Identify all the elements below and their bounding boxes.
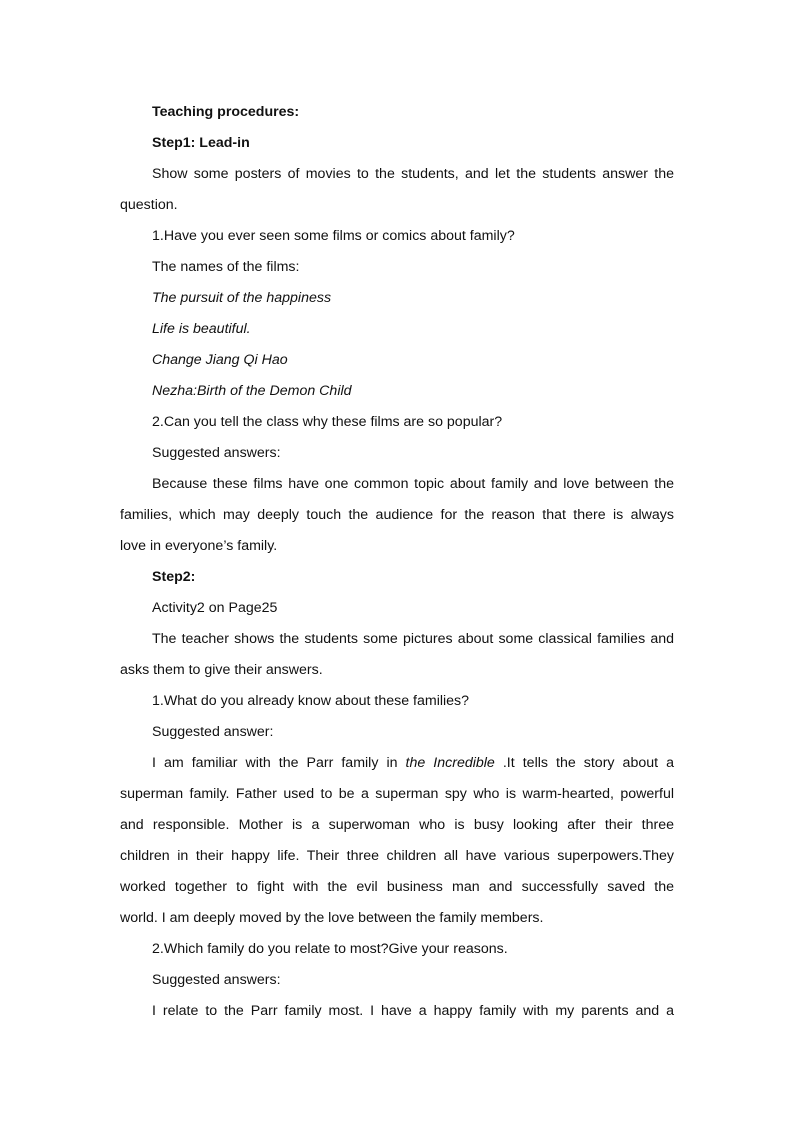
film-title: Change Jiang Qi Hao [152,352,288,368]
step2-answer-line: superman family. Father used to be a superman spy who is warm-hearted, powerful [120,786,674,802]
step2-answer-line: and responsible. Mother is a superwoman who is busy looking after their three [120,817,674,833]
film-title: The pursuit of the happiness [152,290,332,306]
film-title-incredible: the Incredible [405,755,495,771]
answer-text-post: .It tells the story about a [494,755,674,771]
step1-question2: 2.Can you tell the class why these films are so popular? [152,414,503,430]
step1-question1: 1.Have you ever seen some films or comics about family? [152,228,515,244]
step1-answer-line: love in everyone’s family. [120,538,278,554]
step2-intro-line2: asks them to give their answers. [120,662,323,678]
step1-intro-line2: question. [120,197,178,213]
step1-title: Step1: Lead-in [152,135,250,151]
step1-answer-line: Because these films have one common topic about family and love between the [152,476,674,492]
answer-text-pre: I am familiar with the Parr family in [152,755,406,771]
step2-answer-line-first [120,748,674,779]
step2-answers-label: Suggested answers: [152,972,281,988]
film-title: Life is beautiful. [152,321,251,337]
step2-title: Step2: [152,569,196,585]
step2-answer2-line: I relate to the Parr family most. I have a happy family with my parents and a [152,1003,674,1019]
films-label: The names of the films: [152,259,300,275]
step1-answers-label: Suggested answers: [152,445,281,461]
step2-question2: 2.Which family do you relate to most?Give your reasons. [152,941,508,957]
step2-activity: Activity2 on Page25 [152,600,278,616]
step2-intro-line1: The teacher shows the students some pictures about some classical families and [152,631,674,647]
film-title: Nezha:Birth of the Demon Child [152,383,352,399]
document-page [120,97,674,1027]
step2-answer-line: world. I am deeply moved by the love between the family members. [120,910,544,926]
step2-answer-line: children in their happy life. Their three children all have various superpowers.They [120,848,674,864]
section-heading: Teaching procedures: [152,104,300,120]
step1-answer-line: families, which may deeply touch the audience for the reason that there is always [120,507,674,523]
step2-answer-label: Suggested answer: [152,724,274,740]
step2-question1: 1.What do you already know about these families? [152,693,470,709]
step2-answer-line: worked together to fight with the evil business man and successfully saved the [120,879,674,895]
step1-intro-line1: Show some posters of movies to the students, and let the students answer the [152,166,674,182]
